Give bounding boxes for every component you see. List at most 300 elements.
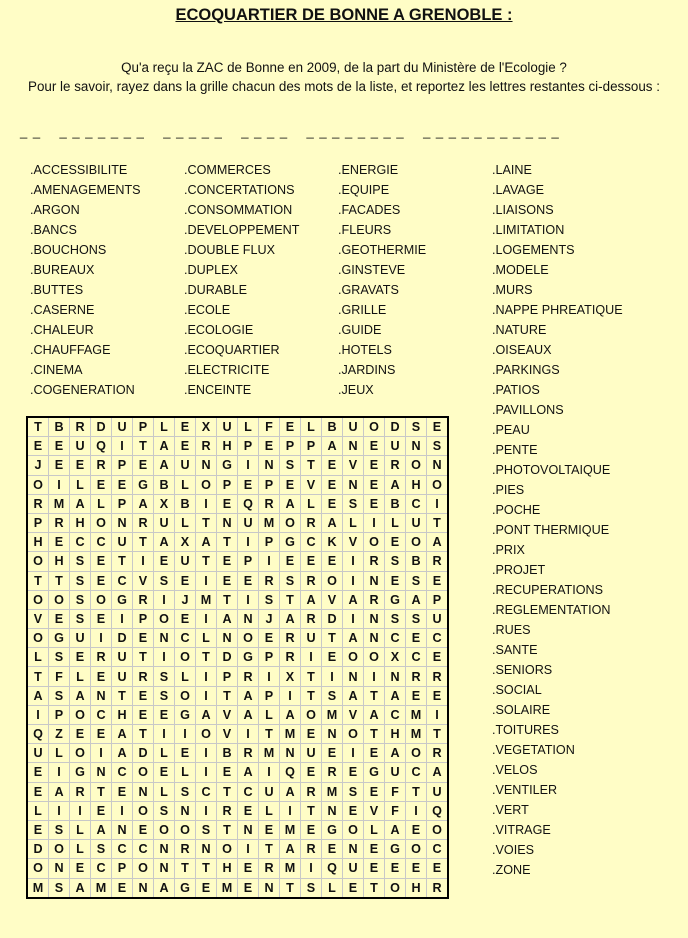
grid-cell[interactable]: H <box>112 705 133 724</box>
grid-cell[interactable]: A <box>70 686 91 705</box>
grid-cell[interactable]: B <box>385 494 406 513</box>
grid-cell[interactable]: B <box>217 744 238 763</box>
grid-cell[interactable]: S <box>49 878 70 898</box>
grid-cell[interactable]: I <box>280 686 301 705</box>
grid-cell[interactable]: H <box>406 475 427 494</box>
grid-cell[interactable]: E <box>364 840 385 859</box>
grid-cell[interactable]: E <box>196 878 217 898</box>
grid-cell[interactable]: I <box>238 590 259 609</box>
grid-cell[interactable]: C <box>112 763 133 782</box>
grid-cell[interactable]: S <box>70 609 91 628</box>
grid-cell[interactable]: N <box>112 820 133 839</box>
grid-cell[interactable]: U <box>112 667 133 686</box>
grid-cell[interactable]: O <box>49 840 70 859</box>
grid-cell[interactable]: T <box>280 590 301 609</box>
grid-cell[interactable]: S <box>280 456 301 475</box>
grid-cell[interactable]: E <box>91 571 112 590</box>
grid-cell[interactable]: M <box>406 725 427 744</box>
grid-cell[interactable]: E <box>112 782 133 801</box>
grid-cell[interactable]: T <box>133 648 154 667</box>
grid-cell[interactable]: L <box>364 820 385 839</box>
grid-cell[interactable]: A <box>406 590 427 609</box>
grid-cell[interactable]: N <box>217 629 238 648</box>
grid-cell[interactable]: T <box>217 533 238 552</box>
grid-cell[interactable]: E <box>364 782 385 801</box>
grid-cell[interactable]: M <box>280 725 301 744</box>
grid-cell[interactable]: E <box>406 629 427 648</box>
grid-cell[interactable]: L <box>322 878 343 898</box>
grid-cell[interactable]: R <box>301 513 322 532</box>
grid-cell[interactable]: U <box>112 417 133 437</box>
grid-cell[interactable]: T <box>133 725 154 744</box>
grid-cell[interactable]: E <box>154 552 175 571</box>
grid-cell[interactable]: I <box>301 648 322 667</box>
grid-cell[interactable]: E <box>259 437 280 456</box>
grid-cell[interactable]: O <box>175 820 196 839</box>
grid-cell[interactable]: O <box>196 475 217 494</box>
grid-cell[interactable]: T <box>217 686 238 705</box>
grid-cell[interactable]: E <box>322 552 343 571</box>
grid-cell[interactable]: O <box>427 820 449 839</box>
grid-cell[interactable]: E <box>322 648 343 667</box>
grid-cell[interactable]: T <box>301 686 322 705</box>
grid-cell[interactable]: E <box>175 744 196 763</box>
grid-cell[interactable]: R <box>70 417 91 437</box>
grid-cell[interactable]: E <box>364 437 385 456</box>
grid-cell[interactable]: O <box>154 609 175 628</box>
grid-cell[interactable]: M <box>49 494 70 513</box>
grid-cell[interactable]: N <box>238 609 259 628</box>
grid-cell[interactable]: P <box>301 437 322 456</box>
grid-cell[interactable]: E <box>175 609 196 628</box>
grid-cell[interactable]: N <box>427 456 449 475</box>
grid-cell[interactable]: R <box>217 801 238 820</box>
grid-cell[interactable]: V <box>343 705 364 724</box>
grid-cell[interactable]: O <box>27 859 49 878</box>
grid-cell[interactable]: E <box>280 475 301 494</box>
grid-cell[interactable]: E <box>322 456 343 475</box>
grid-cell[interactable]: F <box>49 667 70 686</box>
grid-cell[interactable]: F <box>259 417 280 437</box>
grid-cell[interactable]: R <box>301 609 322 628</box>
grid-cell[interactable]: S <box>385 609 406 628</box>
grid-cell[interactable]: T <box>301 667 322 686</box>
grid-cell[interactable]: A <box>385 744 406 763</box>
grid-cell[interactable]: E <box>364 456 385 475</box>
grid-cell[interactable]: T <box>364 878 385 898</box>
grid-cell[interactable]: P <box>133 417 154 437</box>
grid-cell[interactable]: C <box>196 782 217 801</box>
grid-cell[interactable]: R <box>91 648 112 667</box>
grid-cell[interactable]: S <box>49 820 70 839</box>
grid-cell[interactable]: S <box>406 571 427 590</box>
grid-cell[interactable]: L <box>70 667 91 686</box>
grid-cell[interactable]: T <box>322 629 343 648</box>
grid-cell[interactable]: I <box>301 859 322 878</box>
grid-cell[interactable]: G <box>175 878 196 898</box>
grid-cell[interactable]: J <box>27 456 49 475</box>
grid-cell[interactable]: E <box>322 840 343 859</box>
grid-cell[interactable]: R <box>322 763 343 782</box>
grid-cell[interactable]: A <box>427 533 449 552</box>
grid-cell[interactable]: C <box>91 859 112 878</box>
grid-cell[interactable]: A <box>196 533 217 552</box>
grid-cell[interactable]: N <box>343 437 364 456</box>
grid-cell[interactable]: A <box>154 456 175 475</box>
grid-cell[interactable]: E <box>427 571 449 590</box>
grid-cell[interactable]: A <box>238 686 259 705</box>
grid-cell[interactable]: T <box>133 533 154 552</box>
grid-cell[interactable]: S <box>406 417 427 437</box>
grid-cell[interactable]: U <box>27 744 49 763</box>
grid-cell[interactable]: A <box>280 782 301 801</box>
grid-cell[interactable]: E <box>280 417 301 437</box>
grid-cell[interactable]: I <box>196 571 217 590</box>
grid-cell[interactable]: I <box>196 801 217 820</box>
grid-cell[interactable]: X <box>385 648 406 667</box>
grid-cell[interactable]: A <box>70 878 91 898</box>
grid-cell[interactable]: M <box>27 878 49 898</box>
grid-cell[interactable]: R <box>259 571 280 590</box>
grid-cell[interactable]: S <box>427 437 449 456</box>
grid-cell[interactable]: V <box>217 725 238 744</box>
grid-cell[interactable]: G <box>49 629 70 648</box>
grid-cell[interactable]: E <box>259 629 280 648</box>
grid-cell[interactable]: E <box>301 552 322 571</box>
grid-cell[interactable]: O <box>196 725 217 744</box>
grid-cell[interactable]: E <box>427 686 449 705</box>
grid-cell[interactable]: A <box>343 686 364 705</box>
grid-cell[interactable]: E <box>70 725 91 744</box>
grid-cell[interactable]: N <box>154 840 175 859</box>
grid-cell[interactable]: R <box>280 648 301 667</box>
grid-cell[interactable]: A <box>280 705 301 724</box>
grid-cell[interactable]: L <box>154 417 175 437</box>
grid-cell[interactable]: O <box>175 686 196 705</box>
grid-cell[interactable]: T <box>196 552 217 571</box>
grid-cell[interactable]: R <box>238 667 259 686</box>
grid-cell[interactable]: S <box>49 648 70 667</box>
grid-cell[interactable]: B <box>175 494 196 513</box>
grid-cell[interactable]: Q <box>91 437 112 456</box>
grid-cell[interactable]: D <box>112 629 133 648</box>
grid-cell[interactable]: A <box>427 763 449 782</box>
grid-cell[interactable]: I <box>49 475 70 494</box>
grid-cell[interactable]: S <box>91 840 112 859</box>
grid-cell[interactable]: C <box>112 571 133 590</box>
grid-cell[interactable]: V <box>364 801 385 820</box>
grid-cell[interactable]: H <box>70 513 91 532</box>
grid-cell[interactable]: U <box>217 417 238 437</box>
grid-cell[interactable]: U <box>70 437 91 456</box>
grid-cell[interactable]: O <box>322 571 343 590</box>
grid-cell[interactable]: E <box>91 609 112 628</box>
grid-cell[interactable]: U <box>259 782 280 801</box>
grid-cell[interactable]: T <box>49 571 70 590</box>
grid-cell[interactable]: N <box>280 744 301 763</box>
grid-cell[interactable]: U <box>406 513 427 532</box>
grid-cell[interactable]: R <box>133 513 154 532</box>
grid-cell[interactable]: A <box>112 744 133 763</box>
grid-cell[interactable]: E <box>27 437 49 456</box>
grid-cell[interactable]: I <box>196 686 217 705</box>
grid-cell[interactable]: B <box>322 417 343 437</box>
grid-cell[interactable]: C <box>427 840 449 859</box>
grid-cell[interactable]: R <box>133 590 154 609</box>
grid-cell[interactable]: N <box>49 859 70 878</box>
grid-cell[interactable]: U <box>301 744 322 763</box>
grid-cell[interactable]: L <box>238 417 259 437</box>
grid-cell[interactable]: L <box>154 782 175 801</box>
grid-cell[interactable]: T <box>301 456 322 475</box>
grid-cell[interactable]: I <box>343 571 364 590</box>
grid-cell[interactable]: E <box>280 552 301 571</box>
grid-cell[interactable]: R <box>27 494 49 513</box>
grid-cell[interactable]: O <box>406 840 427 859</box>
grid-cell[interactable]: E <box>112 878 133 898</box>
grid-cell[interactable]: K <box>322 533 343 552</box>
grid-cell[interactable]: L <box>385 513 406 532</box>
grid-cell[interactable]: G <box>322 820 343 839</box>
grid-cell[interactable]: Q <box>427 801 449 820</box>
grid-cell[interactable]: R <box>406 667 427 686</box>
grid-cell[interactable]: E <box>364 494 385 513</box>
grid-cell[interactable]: N <box>91 686 112 705</box>
grid-cell[interactable]: E <box>133 820 154 839</box>
grid-cell[interactable]: E <box>259 820 280 839</box>
grid-cell[interactable]: U <box>343 859 364 878</box>
grid-cell[interactable]: R <box>301 782 322 801</box>
grid-cell[interactable]: O <box>27 475 49 494</box>
grid-cell[interactable]: E <box>217 763 238 782</box>
grid-cell[interactable]: Q <box>322 859 343 878</box>
grid-cell[interactable]: E <box>322 744 343 763</box>
grid-cell[interactable]: T <box>259 725 280 744</box>
grid-cell[interactable]: E <box>301 820 322 839</box>
grid-cell[interactable]: C <box>427 629 449 648</box>
grid-cell[interactable]: N <box>133 782 154 801</box>
grid-cell[interactable]: S <box>385 552 406 571</box>
grid-cell[interactable]: S <box>70 571 91 590</box>
grid-cell[interactable]: A <box>217 609 238 628</box>
grid-cell[interactable]: U <box>427 609 449 628</box>
grid-cell[interactable]: T <box>133 437 154 456</box>
grid-cell[interactable]: A <box>238 705 259 724</box>
grid-cell[interactable]: E <box>406 859 427 878</box>
grid-cell[interactable]: E <box>70 648 91 667</box>
grid-cell[interactable]: F <box>385 801 406 820</box>
grid-cell[interactable]: E <box>238 859 259 878</box>
grid-cell[interactable]: D <box>385 417 406 437</box>
grid-cell[interactable]: V <box>133 571 154 590</box>
grid-cell[interactable]: L <box>70 840 91 859</box>
grid-cell[interactable]: S <box>154 571 175 590</box>
grid-cell[interactable]: U <box>301 629 322 648</box>
grid-cell[interactable]: N <box>196 840 217 859</box>
grid-cell[interactable]: C <box>385 705 406 724</box>
grid-cell[interactable]: R <box>301 840 322 859</box>
grid-cell[interactable]: O <box>301 705 322 724</box>
grid-cell[interactable]: R <box>133 667 154 686</box>
grid-cell[interactable]: N <box>364 571 385 590</box>
grid-cell[interactable]: I <box>343 744 364 763</box>
grid-cell[interactable]: S <box>301 878 322 898</box>
grid-cell[interactable]: C <box>175 629 196 648</box>
grid-cell[interactable]: O <box>406 533 427 552</box>
grid-cell[interactable]: O <box>70 705 91 724</box>
grid-cell[interactable]: T <box>217 590 238 609</box>
grid-cell[interactable]: I <box>259 552 280 571</box>
grid-cell[interactable]: O <box>238 629 259 648</box>
grid-cell[interactable]: P <box>112 859 133 878</box>
grid-cell[interactable]: A <box>112 725 133 744</box>
grid-cell[interactable]: O <box>27 590 49 609</box>
grid-cell[interactable]: E <box>238 878 259 898</box>
grid-cell[interactable]: A <box>343 590 364 609</box>
grid-cell[interactable]: E <box>133 629 154 648</box>
grid-cell[interactable]: I <box>343 552 364 571</box>
grid-cell[interactable]: N <box>322 801 343 820</box>
grid-cell[interactable]: I <box>91 629 112 648</box>
grid-cell[interactable]: I <box>364 513 385 532</box>
grid-cell[interactable]: L <box>27 648 49 667</box>
grid-cell[interactable]: E <box>364 859 385 878</box>
grid-cell[interactable]: U <box>112 533 133 552</box>
grid-cell[interactable]: O <box>343 820 364 839</box>
grid-cell[interactable]: G <box>175 705 196 724</box>
grid-cell[interactable]: I <box>238 840 259 859</box>
grid-cell[interactable]: E <box>385 533 406 552</box>
grid-cell[interactable]: I <box>154 590 175 609</box>
grid-cell[interactable]: P <box>112 456 133 475</box>
grid-cell[interactable]: O <box>406 744 427 763</box>
grid-cell[interactable]: V <box>301 475 322 494</box>
grid-cell[interactable]: D <box>27 840 49 859</box>
grid-cell[interactable]: O <box>343 648 364 667</box>
grid-cell[interactable]: A <box>280 840 301 859</box>
grid-cell[interactable]: T <box>280 878 301 898</box>
grid-cell[interactable]: N <box>385 667 406 686</box>
grid-cell[interactable]: E <box>301 763 322 782</box>
grid-cell[interactable]: E <box>91 667 112 686</box>
grid-cell[interactable]: M <box>406 705 427 724</box>
grid-cell[interactable]: R <box>175 840 196 859</box>
grid-cell[interactable]: T <box>427 513 449 532</box>
grid-cell[interactable]: I <box>133 552 154 571</box>
grid-cell[interactable]: N <box>406 437 427 456</box>
grid-cell[interactable]: L <box>343 513 364 532</box>
grid-cell[interactable]: T <box>217 820 238 839</box>
grid-cell[interactable]: L <box>196 629 217 648</box>
grid-cell[interactable]: I <box>49 763 70 782</box>
grid-cell[interactable]: R <box>259 859 280 878</box>
grid-cell[interactable]: P <box>259 648 280 667</box>
grid-cell[interactable]: N <box>259 456 280 475</box>
grid-cell[interactable]: D <box>91 417 112 437</box>
grid-cell[interactable]: P <box>133 609 154 628</box>
grid-cell[interactable]: C <box>91 533 112 552</box>
grid-cell[interactable]: D <box>322 609 343 628</box>
grid-cell[interactable]: G <box>280 533 301 552</box>
grid-cell[interactable]: A <box>280 494 301 513</box>
grid-cell[interactable]: E <box>49 609 70 628</box>
grid-cell[interactable]: N <box>112 513 133 532</box>
grid-cell[interactable]: A <box>27 686 49 705</box>
grid-cell[interactable]: L <box>27 801 49 820</box>
grid-cell[interactable]: L <box>154 744 175 763</box>
grid-cell[interactable]: E <box>133 686 154 705</box>
grid-cell[interactable]: G <box>238 648 259 667</box>
grid-cell[interactable]: E <box>322 475 343 494</box>
grid-cell[interactable]: O <box>154 820 175 839</box>
grid-cell[interactable]: M <box>91 878 112 898</box>
grid-cell[interactable]: T <box>27 571 49 590</box>
grid-cell[interactable]: L <box>91 494 112 513</box>
grid-cell[interactable]: N <box>259 878 280 898</box>
grid-cell[interactable]: I <box>112 801 133 820</box>
grid-cell[interactable]: E <box>91 725 112 744</box>
grid-cell[interactable]: E <box>385 571 406 590</box>
grid-cell[interactable]: L <box>175 667 196 686</box>
grid-cell[interactable]: P <box>49 705 70 724</box>
grid-cell[interactable]: I <box>196 609 217 628</box>
grid-cell[interactable]: N <box>343 840 364 859</box>
grid-cell[interactable]: A <box>154 878 175 898</box>
grid-cell[interactable]: T <box>91 782 112 801</box>
grid-cell[interactable]: Q <box>27 725 49 744</box>
grid-cell[interactable]: V <box>343 456 364 475</box>
grid-cell[interactable]: C <box>406 648 427 667</box>
grid-cell[interactable]: S <box>343 782 364 801</box>
grid-cell[interactable]: X <box>154 494 175 513</box>
grid-cell[interactable]: M <box>322 705 343 724</box>
grid-cell[interactable]: S <box>280 571 301 590</box>
grid-cell[interactable]: I <box>196 667 217 686</box>
grid-cell[interactable]: U <box>70 629 91 648</box>
grid-cell[interactable]: V <box>217 705 238 724</box>
grid-cell[interactable]: U <box>154 513 175 532</box>
grid-cell[interactable]: J <box>259 609 280 628</box>
grid-cell[interactable]: E <box>112 475 133 494</box>
grid-cell[interactable]: G <box>133 475 154 494</box>
grid-cell[interactable]: S <box>406 609 427 628</box>
grid-cell[interactable]: O <box>364 648 385 667</box>
grid-cell[interactable]: X <box>196 417 217 437</box>
grid-cell[interactable]: M <box>280 859 301 878</box>
grid-cell[interactable]: E <box>406 686 427 705</box>
grid-cell[interactable]: P <box>112 494 133 513</box>
grid-cell[interactable]: E <box>364 475 385 494</box>
grid-cell[interactable]: T <box>259 840 280 859</box>
grid-cell[interactable]: E <box>70 859 91 878</box>
grid-cell[interactable]: N <box>196 456 217 475</box>
grid-cell[interactable]: H <box>385 725 406 744</box>
grid-cell[interactable]: E <box>217 571 238 590</box>
grid-cell[interactable]: C <box>133 840 154 859</box>
grid-cell[interactable]: M <box>259 744 280 763</box>
grid-cell[interactable]: N <box>322 725 343 744</box>
grid-cell[interactable]: U <box>175 456 196 475</box>
grid-cell[interactable]: S <box>196 820 217 839</box>
grid-cell[interactable]: E <box>27 820 49 839</box>
grid-cell[interactable]: G <box>385 840 406 859</box>
grid-cell[interactable]: M <box>280 820 301 839</box>
grid-cell[interactable]: E <box>49 533 70 552</box>
grid-cell[interactable]: B <box>406 552 427 571</box>
grid-cell[interactable]: N <box>133 878 154 898</box>
grid-cell[interactable]: A <box>322 437 343 456</box>
grid-cell[interactable]: E <box>27 782 49 801</box>
